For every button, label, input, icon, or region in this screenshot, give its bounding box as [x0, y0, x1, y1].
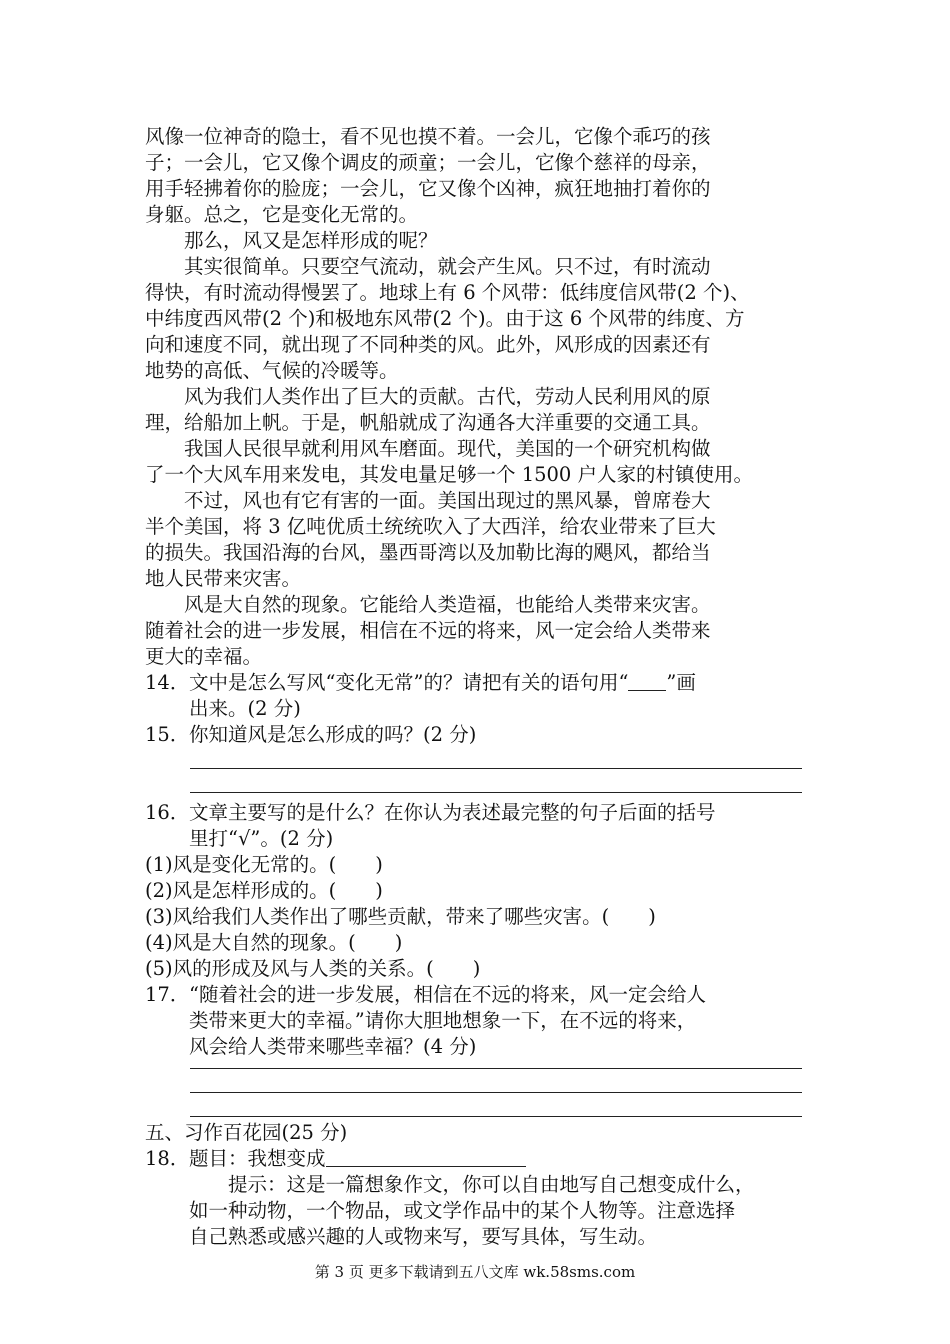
- article-line: 风像一位神奇的隐士，看不见也摸不着。一会儿，它像个乖巧的孩: [145, 125, 711, 148]
- question-text: 里打“√”。(2 分): [189, 827, 334, 850]
- answer-line[interactable]: [190, 1092, 802, 1093]
- article-line: 中纬度西风带(2 个)和极地东风带(2 个)。由于这 6 个风带的纬度、方: [145, 307, 745, 330]
- question-number: 15．: [145, 723, 190, 746]
- question-text: “随着社会的进一步发展，相信在不远的将来，风一定会给人: [189, 983, 706, 1006]
- choice-option[interactable]: (1)风是变化无常的。( ): [145, 853, 383, 876]
- article-line: 子；一会儿，它又像个调皮的顽童；一会儿，它像个慈祥的母亲，: [145, 151, 711, 174]
- article-line: 身躯。总之，它是变化无常的。: [145, 203, 419, 226]
- underline-blank: [628, 672, 666, 691]
- answer-line[interactable]: [190, 1068, 802, 1069]
- question-16: [145, 800, 810, 826]
- hint-line: 提示：这是一篇想象作文，你可以自由地写自己想变成什么，: [228, 1173, 755, 1196]
- article-line: 不过，风也有它有害的一面。美国出现过的黑风暴，曾席卷大: [184, 489, 711, 512]
- article-line: 得快，有时流动得慢罢了。地球上有 6 个风带：低纬度信风带(2 个)、: [145, 281, 750, 304]
- question-text: ”画: [666, 671, 696, 694]
- title-blank[interactable]: [326, 1148, 526, 1167]
- question-18: [145, 1146, 810, 1172]
- page-footer: 第 3 页 更多下载请到五八文库 wk.58sms.com: [314, 1263, 636, 1281]
- article-line: 用手轻拂着你的脸庞；一会儿，它又像个凶神，疯狂地抽打着你的: [145, 177, 711, 200]
- article-line: 其实很简单。只要空气流动，就会产生风。只不过，有时流动: [184, 255, 711, 278]
- question-14: [145, 670, 810, 696]
- article-line: 地势的高低、气候的冷暖等。: [145, 359, 399, 382]
- article-line: 地人民带来灾害。: [145, 567, 302, 590]
- hint-line: 自己熟悉或感兴趣的人或物来写，要写具体，写生动。: [189, 1225, 658, 1248]
- question-number: 16．: [145, 801, 190, 824]
- question-text: 文中是怎么写风“变化无常”的？请把有关的语句用“: [189, 671, 629, 694]
- question-number: 18．: [145, 1147, 190, 1170]
- choice-option[interactable]: (3)风给我们人类作出了哪些贡献，带来了哪些灾害。( ): [145, 905, 656, 928]
- answer-line[interactable]: [190, 768, 802, 769]
- section-heading: 五、习作百花园(25 分): [145, 1121, 348, 1144]
- choice-option[interactable]: (4)风是大自然的现象。( ): [145, 931, 403, 954]
- article-line: 的损失。我国沿海的台风，墨西哥湾以及加勒比海的飓风，都给当: [145, 541, 711, 564]
- answer-line[interactable]: [190, 792, 802, 793]
- article-line: 了一个大风车用来发电，其发电量足够一个 1500 户人家的村镇使用。: [145, 463, 754, 486]
- choice-option[interactable]: (2)风是怎样形成的。( ): [145, 879, 383, 902]
- article-line: 风为我们人类作出了巨大的贡献。古代，劳动人民利用风的原: [184, 385, 711, 408]
- question-number: 17．: [145, 983, 190, 1006]
- article-line: 我国人民很早就利用风车磨面。现代，美国的一个研究机构做: [184, 437, 711, 460]
- hint-line: 如一种动物，一个物品，或文学作品中的某个人物等。注意选择: [189, 1199, 736, 1222]
- article-line: 更大的幸福。: [145, 645, 263, 668]
- article-line: 半个美国，将 3 亿吨优质土统统吹入了大西洋，给农业带来了巨大: [145, 515, 716, 538]
- article-line: 理，给船加上帆。于是，帆船就成了沟通各大洋重要的交通工具。: [145, 411, 711, 434]
- question-text: 风会给人类带来哪些幸福？(4 分): [189, 1035, 477, 1058]
- question-number: 14．: [145, 671, 190, 694]
- question-text: 你知道风是怎么形成的吗？(2 分): [189, 723, 477, 746]
- article-line: 随着社会的进一步发展，相信在不远的将来，风一定会给人类带来: [145, 619, 711, 642]
- question-text: 出来。(2 分): [189, 697, 301, 720]
- answer-line[interactable]: [190, 1116, 802, 1117]
- article-line: 那么，风又是怎样形成的呢？: [184, 229, 438, 252]
- question-text: 文章主要写的是什么？在你认为表述最完整的句子后面的括号: [189, 801, 716, 824]
- question-text: 类带来更大的幸福。”请你大胆地想象一下，在不远的将来，: [189, 1009, 697, 1032]
- article-line: 向和速度不同，就出现了不同种类的风。此外，风形成的因素还有: [145, 333, 711, 356]
- essay-title: 题目：我想变成: [189, 1147, 326, 1170]
- choice-option[interactable]: (5)风的形成及风与人类的关系。( ): [145, 957, 481, 980]
- article-line: 风是大自然的现象。它能给人类造福，也能给人类带来灾害。: [184, 593, 711, 616]
- question-15: [145, 722, 810, 748]
- question-17: [145, 982, 810, 1008]
